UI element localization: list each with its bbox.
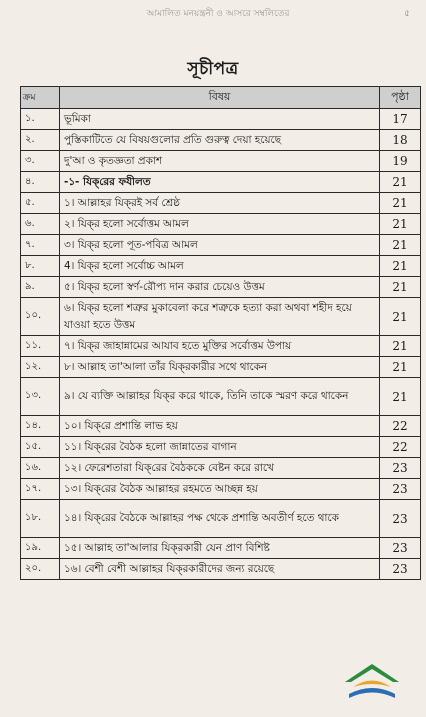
table-row xyxy=(21,109,421,130)
table-row xyxy=(21,378,421,416)
row-page: 23 xyxy=(380,538,421,559)
page-title: সূচীপত্র xyxy=(187,59,239,79)
row-subject: ৭। যিক্‌র জাহান্নামের আযাব হতে মুক্তির সর্বোত্তম উপায় xyxy=(60,336,380,357)
table-row xyxy=(21,235,421,256)
row-serial: ১২. xyxy=(21,357,60,378)
table-row xyxy=(21,458,421,479)
row-subject: ভূমিকা xyxy=(60,109,380,130)
table-row xyxy=(21,500,421,538)
table-header-row xyxy=(21,87,421,109)
row-serial: ৭. xyxy=(21,235,60,256)
row-page: 23 xyxy=(380,458,421,479)
table-row xyxy=(21,416,421,437)
row-page: 21 xyxy=(380,256,421,277)
row-subject: ৩। যিক্‌র হলো পূত-পবিত্র আমল xyxy=(60,235,380,256)
row-page: 21 xyxy=(380,235,421,256)
header-page: পৃষ্ঠা xyxy=(380,87,421,109)
row-subject: পুস্তিকাটিতে যে বিষয়গুলোর প্রতি গুরুত্ব দেয়া হয়েছে xyxy=(60,130,380,151)
row-page: 19 xyxy=(380,151,421,172)
row-subject: ১০। যিক্‌রে প্রশান্তি লাভ হয় xyxy=(60,416,380,437)
row-serial: ১৩. xyxy=(21,378,60,416)
table-row-chapter xyxy=(21,172,421,193)
row-serial: ৮. xyxy=(21,256,60,277)
row-subject: ১১। যিক্‌রের বৈঠক হলো জান্নাতের বাগান xyxy=(60,437,380,458)
row-serial: ১০. xyxy=(21,298,60,336)
row-page: 17 xyxy=(380,109,421,130)
table-row xyxy=(21,214,421,235)
row-serial: ২. xyxy=(21,130,60,151)
row-serial: ১৬. xyxy=(21,458,60,479)
table-row xyxy=(21,256,421,277)
contents-table xyxy=(20,86,421,580)
row-page: 22 xyxy=(380,437,421,458)
table-row xyxy=(21,437,421,458)
row-serial: ৯. xyxy=(21,277,60,298)
row-subject: 4। যিক্‌র হলো সর্বোচ্চ আমল xyxy=(60,256,380,277)
logo-book-shape xyxy=(353,681,391,688)
row-subject: ১২। ফেরেশতারা যিক্‌রের বৈঠককে বেষ্টন করে রাখে xyxy=(60,458,380,479)
row-subject: ৮। আল্লাহ তা'আলা তাঁর যিক্‌রকারীর সথে থাকেন xyxy=(60,357,380,378)
row-page: 21 xyxy=(380,193,421,214)
table-row xyxy=(21,538,421,559)
publisher-logo-icon xyxy=(341,660,403,704)
row-serial: ৩. xyxy=(21,151,60,172)
row-page: 21 xyxy=(380,357,421,378)
row-subject: ৯। যে ব্যক্তি আল্লাহর যিক্‌র করে থাকে, তিনি তাকে স্মরণ করে থাকেন xyxy=(60,378,380,416)
table-row xyxy=(21,277,421,298)
header-serial: ক্রম xyxy=(21,87,60,109)
table-row xyxy=(21,357,421,378)
row-serial: ৫. xyxy=(21,193,60,214)
table-row xyxy=(21,130,421,151)
row-serial: ১. xyxy=(21,109,60,130)
row-serial: ১৫. xyxy=(21,437,60,458)
row-page: 21 xyxy=(380,172,421,193)
logo-roof-shape xyxy=(345,664,399,682)
row-page: 21 xyxy=(380,298,421,336)
row-page: 21 xyxy=(380,336,421,357)
row-page: 21 xyxy=(380,214,421,235)
row-page: 23 xyxy=(380,500,421,538)
row-serial: ১৪. xyxy=(21,416,60,437)
logo-wave-shape xyxy=(349,688,395,698)
page-number: ৫ xyxy=(404,9,410,19)
row-page: 21 xyxy=(380,277,421,298)
row-serial: ৪. xyxy=(21,172,60,193)
row-page: 23 xyxy=(380,479,421,500)
table-row xyxy=(21,559,421,580)
row-page: 18 xyxy=(380,130,421,151)
table-row xyxy=(21,298,421,336)
row-subject: ৫। যিক্‌র হলো স্বর্ণ-রৌপ্য দান করার চেয়েও উত্তম xyxy=(60,277,380,298)
table-row xyxy=(21,479,421,500)
row-subject: ১৫। আল্লাহ তা'আলার যিক্‌রকারী যেন প্রাণ বিশিষ্ট xyxy=(60,538,380,559)
row-subject: ১৬। বেশী বেশী আল্লাহর যিক্‌রকারীদের জন্য রয়েছে xyxy=(60,559,380,580)
table-row xyxy=(21,193,421,214)
running-header xyxy=(24,6,412,20)
row-subject: ৬। যিক্‌র হলো শত্রুর মুকাবেলা করে শত্রুকে হত্যা করা অথবা শহীদ হয়ে যাওয়া হতে উত্তম xyxy=(60,298,380,336)
row-subject: ১৩। যিক্‌রের বৈঠক আল্লাহর রহমতে আচ্ছন্ন হয় xyxy=(60,479,380,500)
row-subject: ১। আল্লাহর যিক্‌রই সর্ব শ্রেষ্ঠ xyxy=(60,193,380,214)
row-page: 23 xyxy=(380,559,421,580)
row-serial: ২০. xyxy=(21,559,60,580)
row-page: 21 xyxy=(380,378,421,416)
row-serial: ১৮. xyxy=(21,500,60,538)
row-serial: ১৭. xyxy=(21,479,60,500)
running-header-text: আমালিত মনয়ন্ত্রনী ও আসরে সম্বলিতের xyxy=(146,9,290,19)
row-subject: ১৪। যিক্‌রের বৈঠকে আল্লাহর পক্ষ থেকে প্রশান্তি অবতীর্ণ হতে থাকে xyxy=(60,500,380,538)
row-subject: দু'আ ও কৃতজ্ঞতা প্রকাশ xyxy=(60,151,380,172)
table-row xyxy=(21,151,421,172)
header-subject: বিষয় xyxy=(60,87,380,109)
row-serial: ১১. xyxy=(21,336,60,357)
row-page: 22 xyxy=(380,416,421,437)
row-serial: ৬. xyxy=(21,214,60,235)
row-subject: ২। যিক্‌র হলো সর্বোত্তম আমল xyxy=(60,214,380,235)
row-subject: -১- যিক্‌রের ফযীলত xyxy=(60,172,380,193)
row-serial: ১৯. xyxy=(21,538,60,559)
table-row xyxy=(21,336,421,357)
